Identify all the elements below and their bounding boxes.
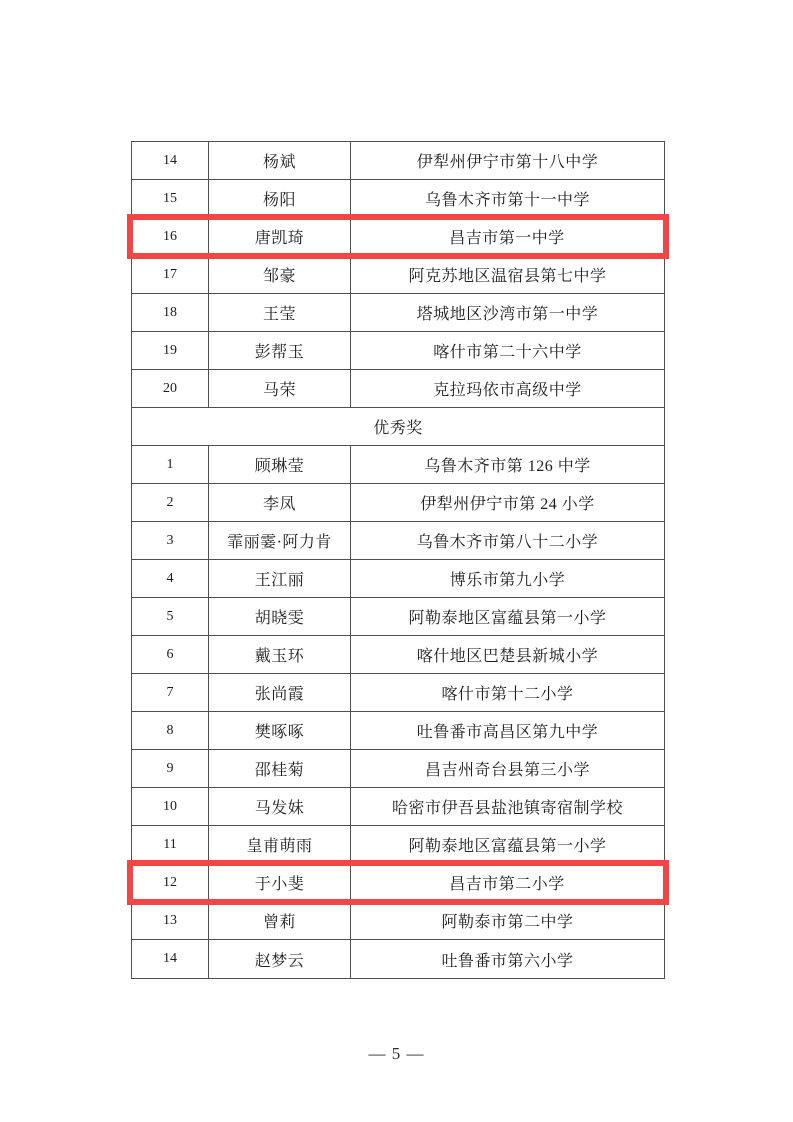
name-cell: 杨斌 bbox=[209, 142, 351, 179]
table-row bbox=[132, 826, 664, 864]
table-row bbox=[132, 294, 664, 332]
rank-cell: 9 bbox=[132, 750, 209, 787]
school-cell: 阿勒泰市第二中学 bbox=[441, 914, 574, 931]
name-cell: 皇甫萌雨 bbox=[209, 826, 351, 863]
school-cell: 昌吉州奇台县第三小学 bbox=[424, 762, 590, 779]
school-cell: 阿克苏地区温宿县第七中学 bbox=[408, 268, 607, 285]
table-row bbox=[132, 598, 664, 636]
table-row bbox=[132, 712, 664, 750]
table-row bbox=[132, 180, 664, 218]
rank-cell: 12 bbox=[132, 864, 209, 901]
name-cell: 李凤 bbox=[209, 484, 351, 521]
rank-cell: 4 bbox=[132, 560, 209, 597]
name-cell: 于小斐 bbox=[209, 864, 351, 901]
table-row bbox=[132, 750, 664, 788]
table-row bbox=[132, 522, 664, 560]
table-row bbox=[132, 332, 664, 370]
rank-cell: 16 bbox=[132, 218, 209, 255]
table-row bbox=[132, 940, 664, 978]
name-cell: 王莹 bbox=[209, 294, 351, 331]
name-cell: 戴玉环 bbox=[209, 636, 351, 673]
school-cell: 喀什地区巴楚县新城小学 bbox=[416, 648, 599, 665]
rank-cell: 7 bbox=[132, 674, 209, 711]
table-row bbox=[132, 484, 664, 522]
rank-cell: 17 bbox=[132, 256, 209, 293]
name-cell: 杨阳 bbox=[209, 180, 351, 217]
school-cell: 昌吉市第一中学 bbox=[351, 218, 664, 255]
table-row bbox=[132, 902, 664, 940]
school-cell: 乌鲁木齐市第八十二小学 bbox=[416, 534, 599, 551]
section-header-label: 优秀奖 bbox=[373, 420, 423, 437]
awards-table bbox=[131, 141, 665, 979]
table-row bbox=[132, 142, 664, 180]
name-cell: 邹豪 bbox=[209, 256, 351, 293]
school-cell: 喀什市第十二小学 bbox=[441, 686, 574, 703]
rank-cell: 2 bbox=[132, 484, 209, 521]
name-cell: 马荣 bbox=[209, 370, 351, 407]
school-cell: 克拉玛依市高级中学 bbox=[433, 382, 582, 399]
school-cell: 伊犁州伊宁市第十八中学 bbox=[416, 154, 599, 171]
school-cell: 昌吉市第二小学 bbox=[351, 864, 664, 901]
table-row bbox=[132, 560, 664, 598]
school-cell: 乌鲁木齐市第十一中学 bbox=[424, 192, 590, 209]
rank-cell: 11 bbox=[132, 826, 209, 863]
table-row bbox=[132, 446, 664, 484]
table-row bbox=[132, 218, 664, 256]
school-cell: 阿勒泰地区富蕴县第一小学 bbox=[408, 838, 607, 855]
rank-cell: 19 bbox=[132, 332, 209, 369]
table-row bbox=[132, 370, 664, 408]
page-footer: — 5 — bbox=[368, 1044, 425, 1063]
name-cell: 顾琳莹 bbox=[209, 446, 351, 483]
rank-cell: 6 bbox=[132, 636, 209, 673]
name-cell: 赵梦云 bbox=[209, 940, 351, 978]
name-cell: 邵桂菊 bbox=[209, 750, 351, 787]
name-cell: 王江丽 bbox=[209, 560, 351, 597]
name-cell: 胡晓雯 bbox=[209, 598, 351, 635]
table-row bbox=[132, 674, 664, 712]
rank-cell: 10 bbox=[132, 788, 209, 825]
rank-cell: 14 bbox=[132, 940, 209, 978]
rank-cell: 20 bbox=[132, 370, 209, 407]
rank-cell: 5 bbox=[132, 598, 209, 635]
table-row bbox=[132, 864, 664, 902]
school-cell: 哈密市伊吾县盐池镇寄宿制学校 bbox=[391, 800, 623, 817]
school-cell: 吐鲁番市第六小学 bbox=[441, 952, 574, 970]
rank-cell: 18 bbox=[132, 294, 209, 331]
name-cell: 曾莉 bbox=[209, 902, 351, 939]
section-header-row bbox=[132, 408, 664, 446]
school-cell: 阿勒泰地区富蕴县第一小学 bbox=[408, 610, 607, 627]
school-cell: 吐鲁番市高昌区第九中学 bbox=[416, 724, 599, 741]
rank-cell: 13 bbox=[132, 902, 209, 939]
rank-cell: 14 bbox=[132, 142, 209, 179]
rank-cell: 3 bbox=[132, 522, 209, 559]
rank-cell: 15 bbox=[132, 180, 209, 217]
name-cell: 唐凯琦 bbox=[209, 218, 351, 255]
name-cell: 樊啄啄 bbox=[209, 712, 351, 749]
school-cell: 伊犁州伊宁市第 24 小学 bbox=[420, 496, 595, 513]
school-cell: 乌鲁木齐市第 126 中学 bbox=[424, 458, 591, 475]
rank-cell: 1 bbox=[132, 446, 209, 483]
name-cell: 霏丽霎·阿力肯 bbox=[209, 522, 351, 559]
name-cell: 马发妹 bbox=[209, 788, 351, 825]
school-cell: 塔城地区沙湾市第一中学 bbox=[416, 306, 599, 323]
school-cell: 喀什市第二十六中学 bbox=[433, 344, 582, 361]
school-cell: 博乐市第九小学 bbox=[449, 572, 566, 589]
name-cell: 彭帮玉 bbox=[209, 332, 351, 369]
name-cell: 张尚霞 bbox=[209, 674, 351, 711]
table-row bbox=[132, 788, 664, 826]
table-row bbox=[132, 636, 664, 674]
table-row bbox=[132, 256, 664, 294]
rank-cell: 8 bbox=[132, 712, 209, 749]
